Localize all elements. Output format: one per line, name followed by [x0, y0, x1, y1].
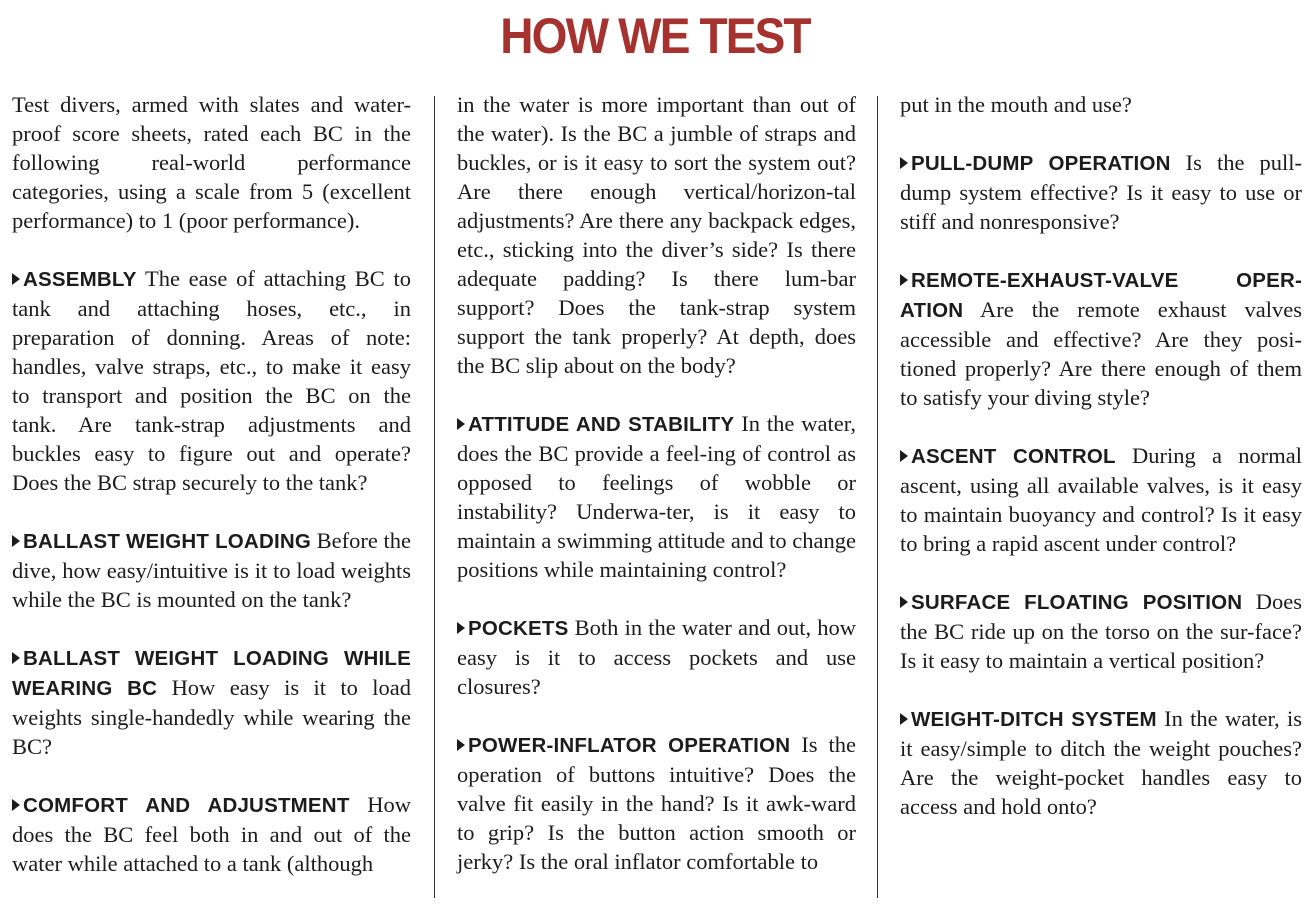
section-heading: SURFACE FLOATING POSITION [911, 591, 1243, 614]
section-surface-floating [900, 587, 1302, 675]
section-pull-dump [900, 148, 1302, 236]
triangle-bullet-icon [12, 273, 20, 285]
section-heading: PULL-DUMP OPERATION [911, 152, 1171, 175]
section-body: Does the BC ride up on the torso on the sur-face? Is it easy to maintain a vertical position? [900, 589, 1302, 673]
section-heading: POCKETS [468, 617, 569, 640]
triangle-bullet-icon [900, 596, 908, 608]
triangle-bullet-icon [12, 799, 20, 811]
section-comfort-adjustment [12, 790, 411, 878]
section-body: How easy is it to load weights single-handedly while wearing the BC? [12, 675, 412, 759]
triangle-bullet-icon [457, 739, 465, 751]
triangle-bullet-icon [900, 713, 908, 725]
section-heading: ATTITUDE AND STABILITY [468, 413, 735, 436]
section-body: During a normal ascent, using all available valves, is it easy to maintain buoyancy and control? Is it easy to bring a rapid ascent under control? [900, 443, 1302, 556]
section-assembly [12, 264, 411, 497]
continued-paragraph: in the water is more important than out of the water). Is the BC a jumble of straps and buckles, or is it easy to sort the system out? Are there enough vertical/horizon-tal adjustments? Are there any backpack edges, etc., sticking into the diver’s side? Is there adequate padding? Is there lum-bar support? Does the tank-strap system support the tank properly? At depth, does the BC slip about on the body? [457, 92, 856, 378]
section-body: The ease of attaching BC to tank and attaching hoses, etc., in preparation of donning. Areas of note: handles, valve straps, etc., to make it easy to transport and position the BC on the tank. Are tank-strap adjustments and buckles easy to figure out and operate? Does the BC strap securely to the tank? [12, 266, 412, 495]
section-heading: BALLAST WEIGHT LOADING [23, 530, 311, 553]
section-ascent-control [900, 441, 1302, 558]
column-3 [900, 90, 1302, 850]
column-2 [457, 90, 856, 905]
section-ballast-weight-loading [12, 526, 411, 614]
page-title: HOW WE TEST [500, 8, 810, 64]
triangle-bullet-icon [12, 652, 20, 664]
triangle-bullet-icon [900, 157, 908, 169]
section-ballast-weight-loading-wearing [12, 643, 411, 761]
section-weight-ditch [900, 704, 1302, 821]
section-attitude-stability [457, 409, 856, 584]
section-body: How does the BC feel both in and out of the water while attached to a tank (although [12, 792, 411, 876]
triangle-bullet-icon [457, 622, 465, 634]
section-body: In the water, is it easy/simple to ditch the weight pouches? Are the weight-pocket handles easy to access and hold onto? [900, 706, 1302, 819]
section-body: Is the pull-dump system effective? Is it easy to use or stiff and nonresponsive? [900, 150, 1303, 234]
intro-paragraph: Test divers, armed with slates and water-proof score sheets, rated each BC in the following real-world performance categories, using a scale from 5 (excellent performance) to 1 (poor performance). [12, 92, 411, 233]
section-body: Before the dive, how easy/intuitive is it to load weights while the BC is mounted on the tank? [12, 528, 411, 612]
continued-paragraph: put in the mouth and use? [900, 92, 1132, 117]
section-heading: REMOTE-EXHAUST-VALVE OPER-ATION [900, 269, 1302, 322]
section-heading: POWER-INFLATOR OPERATION [468, 734, 791, 757]
section-body: Are the remote exhaust valves accessible and effective? Are they posi-tioned properly? Are there enough of them to satisfy your diving style? [900, 297, 1302, 410]
section-body: In the water, does the BC provide a feel-ing of control as opposed to feelings of wobble or instability? Underwa-ter, is it easy to maintain a swimming attitude and to change positions while maintaining control? [457, 411, 857, 582]
section-heading: ASSEMBLY [23, 268, 137, 291]
section-heading: ASCENT CONTROL [911, 445, 1116, 468]
section-power-inflator [457, 730, 856, 876]
section-body: Both in the water and out, how easy is it to access pockets and use closures? [457, 615, 857, 699]
column-divider [434, 96, 435, 898]
section-heading: BALLAST WEIGHT LOADING WHILE WEARING BC [12, 647, 411, 700]
column-divider [877, 96, 878, 898]
section-pockets [457, 613, 856, 701]
column-1 [12, 90, 411, 907]
section-heading: WEIGHT-DITCH SYSTEM [911, 708, 1157, 731]
triangle-bullet-icon [900, 274, 908, 286]
section-remote-exhaust-valve [900, 265, 1302, 412]
triangle-bullet-icon [457, 418, 465, 430]
section-heading: COMFORT AND ADJUSTMENT [23, 794, 350, 817]
section-body: Is the operation of buttons intuitive? Does the valve fit easily in the hand? Is it awk-ward to grip? Is the button action smooth or jerky? Is the oral inflator comfortable to [457, 732, 856, 874]
triangle-bullet-icon [900, 450, 908, 462]
triangle-bullet-icon [12, 535, 20, 547]
